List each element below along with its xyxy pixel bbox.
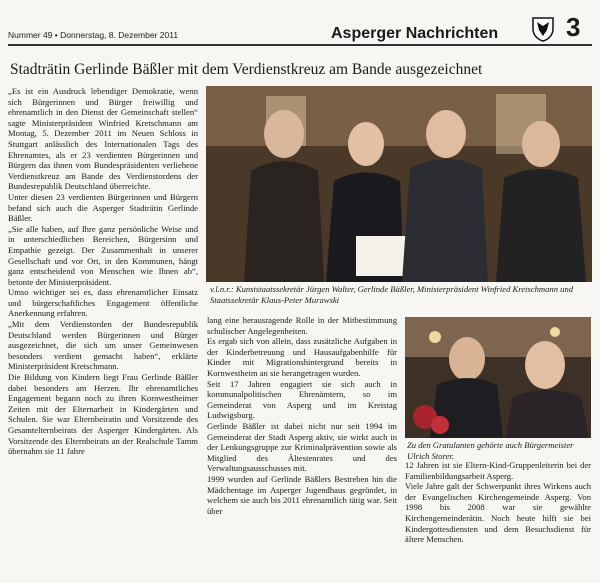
- column-2: [207, 315, 397, 583]
- paragraph: 1999 wurden auf Gerlinde Bäßlers Bestreben hin die Mädchentage im Asperger Jugendhaus gegründet, in welchem sie auch bis 2011 ehrenamtlich tätig war. Seit über: [207, 473, 397, 516]
- paper-name: Asperger Nachrichten: [331, 25, 499, 42]
- paragraph: „Mit dem Verdienstorden der Bundesrepublik Deutschland werden Bürgerinnen und Bürger ausgezeichnet, die sich um unser Gemeinwesen besonders verdient gemacht haben“, erklärte Ministerpräsident Kretschmann.: [8, 319, 198, 372]
- paragraph: Viele Jahre galt der Schwerpunkt ihres Wirkens auch der Evangelischen Kirchengemeinde Asperg. Von 1998 bis 2008 war sie gewählte Kirchengemeinderätin. Noch heute hilft sie bei Kindergottesdiensten und dem Besuchsdienst für ältere Menschen.: [405, 481, 591, 545]
- award-ceremony-photo: [206, 86, 592, 282]
- paragraph: 12 Jahren ist sie Eltern-Kind-Gruppenleiterin bei der Familienbildungsarbeit Asperg.: [405, 460, 591, 481]
- page-number: 3: [566, 12, 581, 42]
- header-rule: [8, 44, 592, 46]
- gratulation-photo: [405, 317, 591, 438]
- paragraph: Umso wichtiger sei es, dass ehrenamtlicher Einsatz und bürgerschaftliches Engagement öffentliche Anerkennung erfahren.: [8, 287, 198, 319]
- paragraph: Es ergab sich von allein, dass zusätzliche Aufgaben in der Kinderbetreuung und Hausaufgabenhilfe für Kinder mit Migrationshintergrund bereits in Kornwestheim an sie herangetragen wurden.: [207, 336, 397, 378]
- paragraph: Gerlinde Bäßler ist dabei nicht nur seit 1994 im Gemeinderat der Stadt Asperg aktiv, sie wirkt auch in der Lenkungsgruppe zur Kriminalprävention sowie als Mitglied des Ältestenrates und des Verwaltungsausschusses mit.: [207, 420, 397, 474]
- paragraph: Seit 17 Jahren engagiert sie sich auch in kommunalpolitischen Ehrenämtern, so im Gemeinderat von Asperg und im Kreistag Ludwigsburg.: [207, 378, 397, 421]
- paragraph: „Es ist ein Ausdruck lebendiger Demokratie, wenn sich Bürgerinnen und Bürger freiwillig und ehrenamtlich in den Dienst der Gemeinschaft stellen“ sagte Ministerpräsident Winfried Kretschmann am Montag, 5. Dezember 2011 im Neuen Schloss in Stuttgart anlässlich des Internationalen Tags des Ehrenamtes, als er 23 verdienten Bürgerinnen und Bürgern das ihnen vom Bundespräsidenten verliehene Verdienstkreuz am Bande des Verdienstordens der Bundesrepublik Deutschland überreichte.: [8, 86, 198, 192]
- photo-caption-main: v.l.n.r.: Kunststaatssekretär Jürgen Walter, Gerlinde Bäßler, Ministerpräsident Winfried Kretschmann und Staatssekretär Klaus-Peter Murawski: [210, 284, 574, 305]
- column-1: [8, 86, 198, 583]
- column-3: [405, 460, 591, 583]
- issue-line: Nummer 49 • Donnerstag, 8. Dezember 2011: [8, 30, 179, 40]
- paragraph: Unter diesen 23 verdienten Bürgerinnen und Bürgern befand sich auch die Asperger Stadträtin Gerlinde Bäßler.: [8, 191, 198, 224]
- paragraph: „Sie alle haben, auf Ihre ganz persönliche Weise und in unterschiedlichen Bereichen, Bürgersinn und Empathie gezeigt. Der Zusammenhalt in unserer Gesellschaft und vor Ort, in den Kommunen, hängt ganz entscheidend von Menschen wie Ihnen ab“, betonte der Ministerpräsident.: [8, 223, 198, 287]
- coat-of-arms-icon: [531, 16, 555, 42]
- paragraph: Die Bildung von Kindern liegt Frau Gerlinde Bäßler dabei besonders am Herzen. Ihr ehrenamtliches Engagement begann noch zu ihren Kornwestheimer Zeiten mit der Elternarbeit in Kindergärten und Schulen. Sie war Elternbeiratin und Vorsitzende des Gesamtelternbeirats der Asperger Kindergärten. Als Vorsitzende des Elternbeirats an der Realschule Tamm übernahm sie 11 Jahre: [8, 372, 198, 457]
- photo-caption-gratulation: Zu den Gratulanten gehörte auch Bürgermeister Ulrich Storer.: [407, 440, 574, 461]
- paragraph: lang eine herausragende Rolle in der Mitbestimmung schulischer Angelegenheiten.: [207, 315, 397, 336]
- article-headline: Stadträtin Gerlinde Bäßler mit dem Verdienstkreuz am Bande ausgezeichnet: [10, 61, 483, 78]
